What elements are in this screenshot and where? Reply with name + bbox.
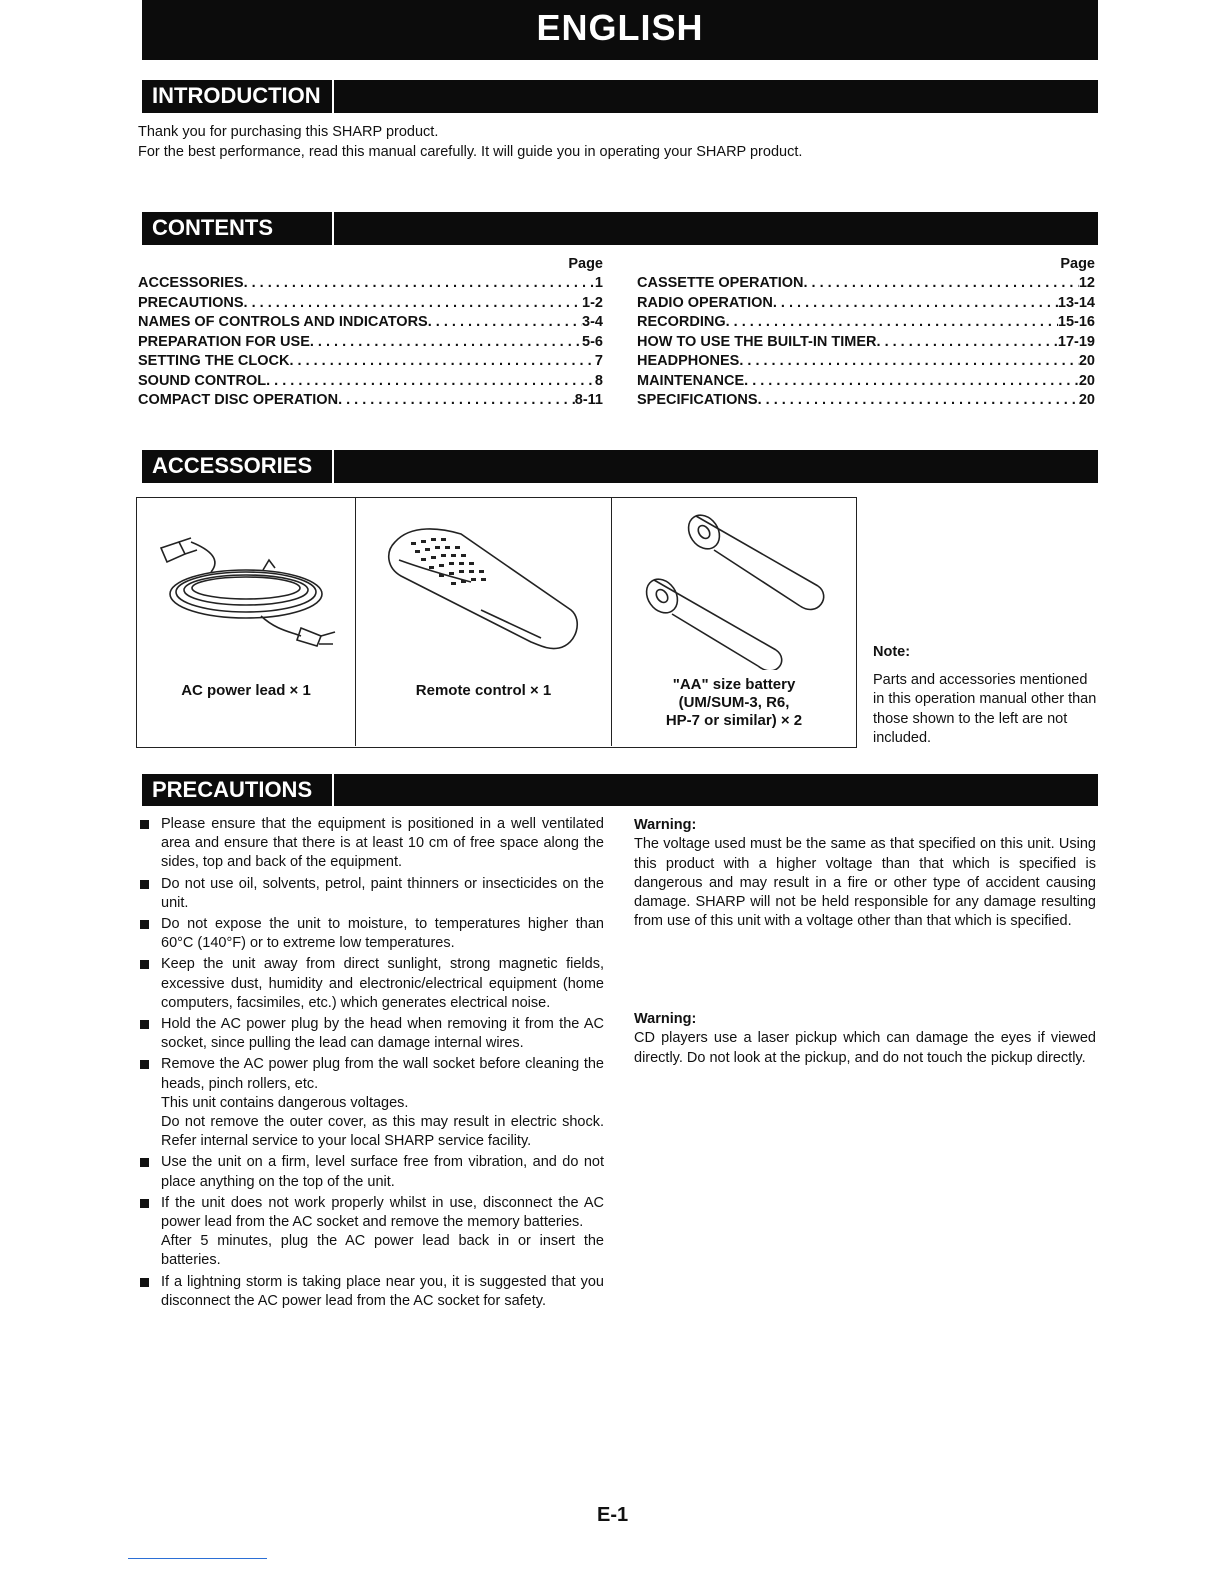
toc-entry: [637, 313, 1095, 333]
toc-entry-page: 1: [594, 275, 603, 291]
accessory-label: Remote control × 1: [415, 682, 552, 699]
toc-entry: [138, 372, 603, 392]
toc-entry-page: 3-4: [582, 314, 603, 330]
toc-entry-page: 8-11: [574, 392, 603, 408]
precaution-text: Do not remove the outer cover, as this may result in electric shock. Refer internal service to your local SHARP service facility.: [161, 1114, 604, 1150]
toc-entry: [637, 333, 1095, 353]
toc-entry-title: CASSETTE OPERATION: [637, 275, 804, 291]
toc-entry-title: ACCESSORIES: [138, 275, 244, 291]
toc-entry: [637, 352, 1095, 372]
accessory-label: AC power lead × 1: [181, 682, 311, 699]
toc-entry-title: RADIO OPERATION: [637, 294, 773, 311]
toc-entry: [637, 294, 1095, 314]
accessory-aa-battery: [612, 498, 856, 746]
page-number: E-1: [597, 1504, 629, 1526]
toc-entry: [138, 333, 603, 353]
footnote-divider: [128, 1558, 267, 1559]
accessory-label-line: HP-7 or similar) × 2: [665, 712, 803, 729]
accessory-remote-control: [356, 498, 612, 746]
toc-leader-dots: [244, 274, 595, 294]
note-text: Parts and accessories mentioned in this operation manual other than those shown to the left are not included.: [873, 671, 1097, 746]
toc-leader-dots: [758, 391, 1079, 411]
contents-right-column: [637, 254, 1095, 411]
toc-leader-dots: [289, 352, 594, 372]
accessory-label-line: (UM/SUM-3, R6,: [678, 694, 790, 711]
remote-control-illustration: [381, 520, 586, 660]
toc-entry-page: 17-19: [1057, 333, 1095, 350]
precaution-item: [138, 1194, 604, 1271]
page-column-header: Page: [1060, 256, 1095, 272]
precaution-item: [138, 1153, 604, 1191]
precaution-text: Do not expose the unit to moisture, to temperatures higher than 60°C (140°F) or to extreme low temperatures.: [161, 916, 604, 952]
accessory-ac-power-lead: [137, 498, 356, 746]
introduction-heading: INTRODUCTION: [152, 83, 321, 108]
toc-leader-dots: [266, 372, 595, 392]
warning-text: CD players use a laser pickup which can damage the eyes if viewed directly. Do not look at the pickup, and do not touch the pickup directly.: [634, 1030, 1096, 1066]
accessory-label-line: "AA" size battery: [672, 676, 796, 693]
toc-leader-dots: [244, 294, 582, 314]
toc-leader-dots: [428, 313, 582, 333]
toc-entry-title: RECORDING: [637, 314, 726, 330]
warning-heading: Warning:: [634, 1011, 697, 1027]
precaution-text: Hold the AC power plug by the head when removing it from the AC socket, since pulling the lead can damage internal wires.: [161, 1016, 604, 1052]
precaution-text: After 5 minutes, plug the AC power lead back in or insert the batteries.: [161, 1233, 604, 1269]
toc-leader-dots: [338, 391, 575, 411]
toc-entry-title: HEADPHONES: [637, 353, 740, 369]
precaution-text: Do not use oil, solvents, petrol, paint thinners or insecticides on the unit.: [161, 875, 604, 911]
toc-entry-page: 13-14: [1057, 294, 1095, 311]
precautions-heading-bar: [142, 774, 1098, 806]
toc-entry-title: SETTING THE CLOCK: [138, 353, 290, 369]
toc-entry-title: PREPARATION FOR USE: [138, 333, 310, 350]
introduction-line: For the best performance, read this manual carefully. It will guide you in operating your SHARP product.: [138, 144, 803, 160]
precaution-item: [138, 875, 604, 913]
precaution-text: If the unit does not work properly whilst in use, disconnect the AC power lead from the AC socket and remove the memory batteries.: [161, 1194, 604, 1231]
accessories-heading: ACCESSORIES: [152, 453, 313, 478]
precaution-text: Please ensure that the equipment is positioned in a well ventilated area and ensure that there is at least 10 cm of free space along the sides, top and back of the equipment.: [161, 816, 604, 871]
precaution-item: [138, 1055, 604, 1151]
toc-entry: [138, 274, 603, 294]
toc-leader-dots: [739, 352, 1079, 372]
toc-entry: [637, 391, 1095, 411]
toc-entry: [138, 294, 603, 314]
aa-battery-illustration: [640, 510, 835, 670]
toc-entry-page: 20: [1078, 372, 1095, 389]
toc-entry-title: HOW TO USE THE BUILT-IN TIMER: [637, 333, 877, 350]
accessories-heading-bar: [142, 450, 1098, 483]
toc-leader-dots: [804, 274, 1079, 294]
precaution-text: Remove the AC power plug from the wall socket before cleaning the heads, pinch rollers, etc.: [161, 1056, 604, 1092]
toc-entry-page: 20: [1078, 353, 1095, 369]
toc-entry-title: MAINTENANCE: [637, 372, 745, 389]
toc-entry-page: 5-6: [582, 333, 603, 350]
toc-entry-title: SOUND CONTROL: [138, 372, 267, 389]
note-heading: Note:: [873, 644, 911, 660]
accessories-note: [873, 643, 1098, 749]
toc-entry-page: 12: [1078, 275, 1095, 291]
toc-entry: [138, 391, 603, 411]
toc-entry-page: 8: [594, 372, 603, 389]
toc-leader-dots: [773, 294, 1058, 314]
warning-voltage: [634, 816, 1096, 932]
precaution-text: If a lightning storm is taking place near you, it is suggested that you disconnect the AC power lead from the AC socket for safety.: [161, 1273, 604, 1309]
warning-text: The voltage used must be the same as that specified on this unit. Using this product with a higher voltage than that which is specified is dangerous and may result in a fire or other type of accident causing damage. SHARP will not be held responsible for any damage resulting from use of this unit with a voltage other than that which is specified.: [634, 836, 1096, 930]
precaution-item: [138, 955, 604, 1013]
toc-entry: [637, 274, 1095, 294]
toc-entry-page: 15-16: [1057, 314, 1095, 330]
contents-heading: CONTENTS: [152, 215, 273, 240]
contents-left-column: [138, 254, 603, 411]
toc-entry: [138, 352, 603, 372]
toc-entry-title: COMPACT DISC OPERATION: [138, 392, 339, 408]
precaution-text: This unit contains dangerous voltages.: [161, 1094, 409, 1111]
introduction-text: [138, 122, 802, 162]
toc-entry-title: PRECAUTIONS: [138, 294, 244, 311]
toc-entry-title: NAMES OF CONTROLS AND INDICATORS: [138, 314, 428, 330]
introduction-heading-bar: [142, 80, 1098, 113]
toc-entry: [138, 313, 603, 333]
precautions-heading: PRECAUTIONS: [152, 777, 313, 802]
toc-leader-dots: [310, 333, 582, 353]
ac-power-lead-illustration: [151, 520, 341, 650]
precaution-item: [138, 1273, 604, 1311]
precaution-item: [138, 815, 604, 873]
contents-heading-bar: [142, 212, 1098, 245]
precaution-text: Use the unit on a firm, level surface free from vibration, and do not place anything on the top of the unit.: [161, 1154, 604, 1190]
precautions-list: [138, 815, 604, 1313]
toc-entry-title: SPECIFICATIONS: [637, 392, 758, 408]
precaution-item: [138, 1015, 604, 1053]
toc-leader-dots: [744, 372, 1079, 392]
toc-entry-page: 20: [1078, 392, 1095, 408]
introduction-line: Thank you for purchasing this SHARP product.: [138, 124, 439, 140]
toc-entry: [637, 372, 1095, 392]
toc-entry-page: 7: [594, 353, 603, 369]
precaution-item: [138, 915, 604, 953]
toc-leader-dots: [726, 313, 1058, 333]
warning-laser: [634, 1010, 1096, 1068]
toc-entry-page: 1-2: [582, 294, 603, 311]
document-title: ENGLISH: [142, 0, 1098, 60]
page-column-header: Page: [568, 256, 603, 272]
accessories-table: [136, 497, 857, 748]
warning-heading: Warning:: [634, 817, 697, 833]
precaution-text: Keep the unit away from direct sunlight, strong magnetic fields, excessive dust, humidity and electronic/electrical equipment (home computers, facsimiles, etc.) which generates electrical noise.: [161, 956, 604, 1011]
accessory-label-battery: [612, 676, 856, 730]
toc-leader-dots: [877, 333, 1058, 353]
